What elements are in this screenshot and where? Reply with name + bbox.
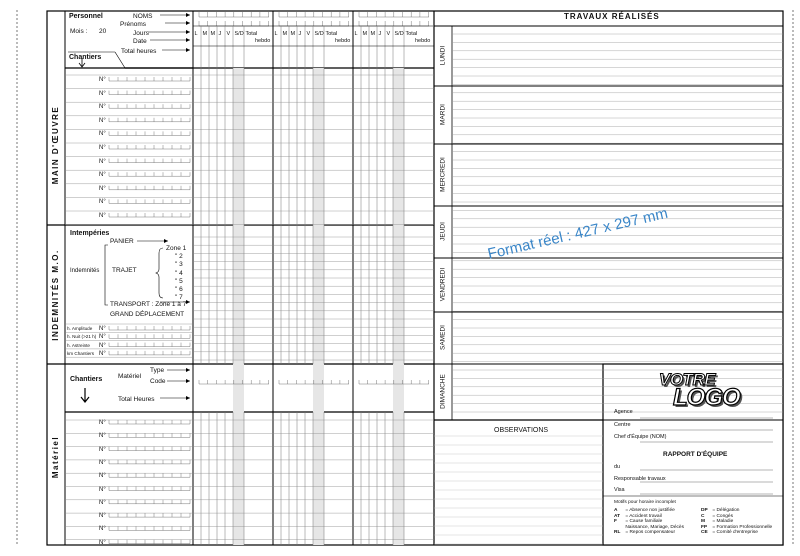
day-col-header: J: [218, 31, 222, 37]
row-number-label: N°: [99, 350, 106, 357]
day-col-header: Total: [325, 31, 338, 37]
row-number-label: N°: [99, 213, 106, 219]
day-col-header: Total: [405, 31, 418, 37]
hours-label: h. Nuit (>21 h): [67, 334, 97, 340]
arrow-icon: [186, 13, 190, 17]
day-col-header: J: [298, 31, 302, 37]
motif-item: M = Maladie: [701, 519, 734, 525]
zone-label: " 6: [175, 286, 183, 293]
motif-item: CE = Comité d'entreprise: [701, 530, 758, 536]
hours-label: h. Astreinte: [67, 342, 90, 348]
rapport-title: RAPPORT D'ÉQUIPE: [663, 451, 728, 458]
zone-label: " 7: [175, 294, 183, 302]
format-watermark: Format réel : 427 x 297 mm: [486, 204, 670, 263]
sd-shade: [393, 68, 404, 545]
day-label-dimanche: DIMANCHE: [439, 374, 447, 409]
motif-item: A = Absence non justifiée: [614, 508, 675, 513]
arrow-icon: [186, 368, 190, 372]
section-main-oeuvre: MAIN D'ŒUVRE: [51, 105, 60, 185]
day-label-lundi: LUNDI: [439, 45, 447, 66]
day-col-header: S/D: [234, 31, 244, 37]
materiel-total-heures-label: Total Heures: [118, 396, 155, 403]
materiel-label: Matériel: [118, 373, 142, 380]
day-label-mardi: MARDI: [439, 104, 447, 125]
arrow-icon: [186, 396, 190, 400]
row-number-label: N°: [99, 334, 106, 341]
arrow-icon: [186, 30, 190, 34]
arrow-icon: [186, 379, 190, 383]
row-number-label: N°: [99, 326, 106, 332]
grand-deplacement-label: GRAND DÉPLACEMENT: [110, 311, 185, 318]
day-col-header: M: [210, 31, 216, 37]
arrow-icon: [186, 48, 190, 52]
zone-label: " 5: [175, 277, 183, 285]
du-label: du: [614, 464, 621, 470]
hours-label: km Chantiers: [67, 350, 95, 356]
zone-label: Zone 1: [166, 245, 187, 252]
day-col-header: Total: [245, 31, 258, 37]
row-number-label: N°: [99, 433, 106, 440]
mois-value: 20: [99, 28, 107, 35]
motif-item: DP = Délégation: [701, 508, 740, 513]
day-col-header: M: [370, 31, 376, 37]
motif-item: Naissance, Mariage, Décès: [624, 524, 684, 530]
transport-label: TRANSPORT : Zone 1 à 7: [110, 301, 187, 308]
day-label-vendredi: VENDREDI: [439, 267, 447, 302]
motifs-title: Motifs pour horaire incomplet: [614, 500, 676, 505]
row-number-label: N°: [99, 473, 106, 480]
arrow-icon: [186, 38, 190, 42]
row-number-label: N°: [99, 459, 106, 466]
day-col-header: S/D: [314, 31, 324, 37]
panier-label: PANIER: [110, 238, 134, 245]
row-number-label: N°: [99, 342, 106, 349]
day-col-header: M: [202, 31, 208, 37]
indemnites-bracket: [105, 245, 108, 305]
row-number-label: N°: [99, 526, 106, 533]
motif-item: FP = Formation Professionnelle: [701, 524, 773, 530]
hebdo-header: hebdo: [255, 38, 271, 44]
day-col-header: L: [354, 31, 358, 37]
responsable-label: Responsable travaux: [614, 476, 666, 482]
intemperies-label: Intempéries: [70, 230, 110, 237]
row-number-label: N°: [99, 513, 106, 520]
total-heures-label: Total heures: [121, 48, 157, 55]
day-label-mercredi: MERCREDI: [439, 157, 447, 192]
row-number-label: N°: [99, 172, 106, 179]
code-label: Code: [150, 378, 166, 385]
row-number-label: N°: [99, 158, 106, 165]
noms-label: NOMS: [133, 13, 153, 20]
arrow-icon: [164, 239, 168, 243]
row-number-label: N°: [99, 199, 106, 206]
day-col-header: M: [362, 31, 368, 37]
row-number-label: N°: [99, 104, 106, 111]
travaux-title: TRAVAUX RÉALISÉS: [564, 12, 660, 21]
motif-item: AT = Accident travail: [614, 513, 662, 519]
materiel-down-arrow-icon: [81, 388, 89, 402]
day-col-header: L: [274, 31, 278, 37]
zone-label: " 3: [175, 261, 183, 269]
date-label: Date: [133, 38, 147, 45]
day-label-jeudi: JEUDI: [439, 222, 447, 241]
zone-label: " 2: [175, 253, 183, 261]
row-number-label: N°: [99, 185, 106, 192]
mois-label: Mois :: [70, 28, 88, 35]
prenoms-label: Prénoms: [120, 21, 147, 28]
visa-label: Visa: [614, 487, 625, 493]
trajet-label: TRAJET: [112, 267, 137, 274]
hebdo-header: hebdo: [415, 38, 431, 44]
arrow-icon: [186, 21, 190, 25]
day-col-header: J: [378, 31, 382, 37]
day-col-header: M: [290, 31, 296, 37]
section-materiel: Matériel: [51, 435, 60, 479]
type-label: Type: [150, 367, 165, 374]
materiel-chantiers-label: Chantiers: [70, 376, 103, 383]
row-number-label: N°: [99, 117, 106, 124]
indemnites-label: Indemnités: [70, 268, 100, 274]
day-col-header: S/D: [394, 31, 404, 37]
row-number-label: N°: [99, 90, 106, 97]
chef-label: Chef d'Équipe (NOM): [614, 434, 667, 440]
jours-label: Jours: [133, 30, 149, 37]
sd-shade: [233, 68, 244, 545]
centre-label: Centre: [614, 422, 631, 428]
row-number-label: N°: [99, 420, 106, 426]
motif-item: F = Cause familiale: [614, 519, 663, 525]
day-col-header: L: [194, 31, 198, 37]
row-number-label: N°: [99, 77, 106, 83]
row-number-label: N°: [99, 539, 106, 546]
personnel-label: Personnel: [69, 13, 103, 20]
hours-label: h. Amplitude: [67, 326, 93, 331]
arrow-icon: [186, 300, 190, 304]
observations-title: OBSERVATIONS: [494, 427, 549, 434]
day-col-header: V: [386, 31, 391, 37]
day-label-samedi: SAMEDI: [439, 325, 447, 350]
row-number-label: N°: [99, 446, 106, 453]
section-indemnites: INDEMNITÉS M.O.: [51, 249, 60, 341]
row-number-label: N°: [99, 145, 106, 151]
sd-shade: [313, 68, 324, 545]
day-col-header: M: [282, 31, 288, 37]
motif-item: C = Congés: [701, 513, 734, 519]
row-number-label: N°: [99, 131, 106, 138]
chantiers-label: Chantiers: [69, 54, 102, 61]
row-number-label: N°: [99, 486, 106, 493]
company-logo: VOTRE LOGO: [659, 370, 740, 411]
hebdo-header: hebdo: [335, 38, 351, 44]
day-col-header: V: [226, 31, 231, 37]
zone-brace: [156, 248, 163, 298]
row-number-label: N°: [99, 499, 106, 506]
day-col-header: V: [306, 31, 311, 37]
motif-item: RL = Repos compensateur: [614, 530, 676, 536]
zone-label: " 4: [175, 269, 183, 277]
agence-label: Agence: [614, 409, 633, 415]
